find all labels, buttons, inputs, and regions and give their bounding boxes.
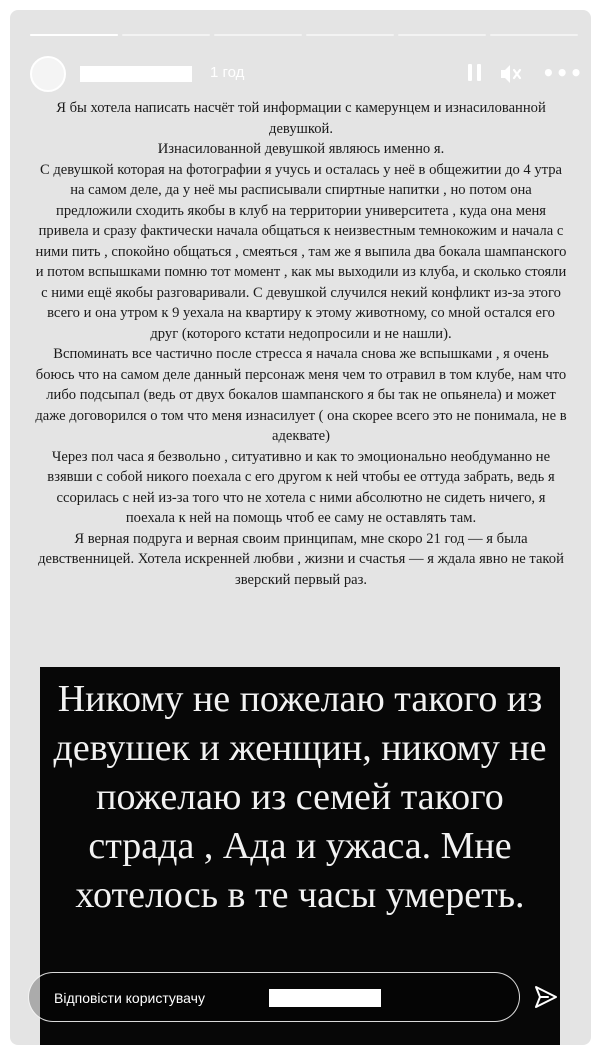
paragraph-closing: Я верная подруга и верная своим принципам, мне скоро 21 год — я была девственницей. Хотела искренней любви , жизни и счастья — я ждала явно не такой зверский первый раз. [38,530,564,588]
progress-segment [122,34,210,36]
story-header [30,56,584,96]
send-icon[interactable] [533,984,559,1010]
paragraph-return: Через пол часа я безвольно , ситуативно и как то эмоционально необдуманно не взявши с собой никого поехала с его другом к ней чтобы ее оттуда забрать, ведь я ссорилась с ней из-за того что не хотела с ними абсолютно не сидеть ничего, я поехала к ней на помощь чтоб ее саму не оставлять там. [47,448,555,526]
story-container[interactable] [10,10,591,1045]
reply-username-redacted [269,989,381,1007]
progress-fill [30,34,118,36]
more-icon[interactable]: ••• [542,61,584,85]
post-time: 1 год [210,64,245,81]
progress-segment [490,34,578,36]
progress-segment [30,34,118,36]
story-text [34,98,568,590]
paragraph-identity: Изнасилованной девушкой являюсь именно я. [157,141,445,157]
username-redacted[interactable] [80,66,192,82]
paragraph-memories: Вспоминать все частично после стресса я начала снова же вспышками , я очень боюсь что на самом деле данный персонаж меня чем то отравил в том клубе, нам что либо подсыпал (ведь от двух бокалов шампанского я бы так не опьянела) и может даже договорился о том что меня изнасилует ( она скорее всего это не понимала, не в адеквате) [35,346,567,444]
mute-icon[interactable] [499,63,523,85]
progress-segment [214,34,302,36]
paragraph-events: С девушкой которая на фотографии я учусь и осталась у неё в общежитии до 4 утра на самом деле, да у неё мы расписывали спиртные напитки , но потом она предложили сходить якобы в клуб на территории университета , куда она меня привела и сразу фактически начала общаться к неизвестным темнокожим и начала с ними пить , спокойно общаться , смеяться , там же я выпила два бокала шампанского и потом вспышками помню тот момент , как мы выходили из клуба, и сколько стояли с ними ещё якобы разговаривали. С девушкой случился некий конфликт из-за этого всего и она утром к 9 уехала на квартиру к этому животному, со мной остался его друг (которого кстати недопросили и не нашли). [35,161,567,342]
paragraph-intro: Я бы хотела написать насчёт той информации с камерунцем и изнасилованной девушкой. [56,100,546,137]
story-progress-bar [30,34,578,36]
avatar[interactable] [30,56,66,92]
pause-icon[interactable] [465,63,485,83]
progress-segment [398,34,486,36]
reply-input[interactable] [28,972,520,1022]
reply-placeholder: Відповісти користувачу [54,990,205,1006]
quote-text: Никому не пожелаю такого из девушек и женщин, никому не пожелаю из семей такого страда , Ада и ужаса. Мне хотелось в те часы умереть. [53,678,547,916]
progress-segment [306,34,394,36]
